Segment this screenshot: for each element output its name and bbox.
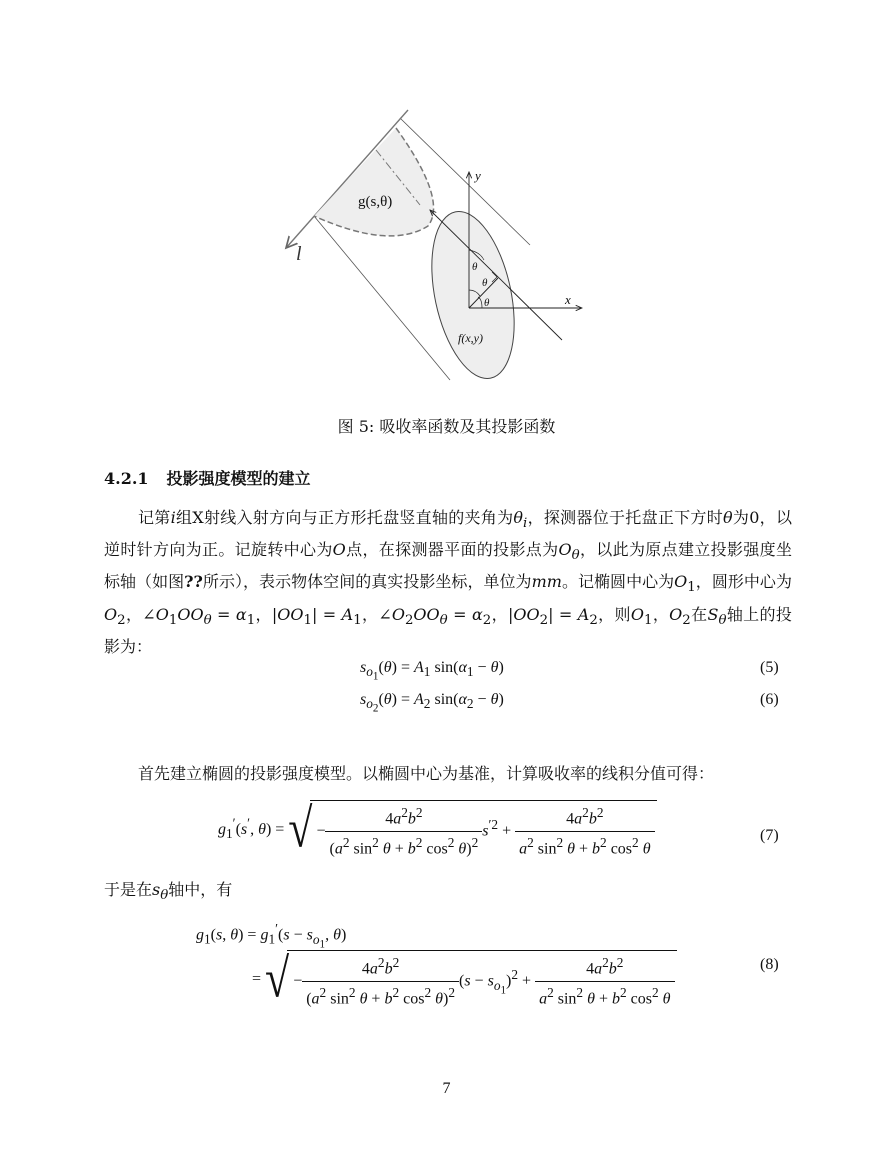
- g-label: g(s,θ): [358, 194, 393, 210]
- theta-label-2: θ: [482, 277, 488, 289]
- paragraph-1: 记第i组X射线入射方向与正方形托盘竖直轴的夹角为$\theta_i$，探测器位于托盘正下方时θ为0，以逆时针方向为正。记旋转中心为O点，在探测器平面的投影点为$O_\theta$，以此为原点建立投影强度坐标轴（如图??所示），表示物体空间的真实投影坐标，单位为mm。记椭圆中心为$O_1$，圆形中心为$O_2$，$\angle O_1OO_\theta = \alpha_1$，$|OO_1| = A_1$，$\angle O_2OO_\theta = \alpha_2$，$|OO_2| = A_2$，则$O_1$，$O_2$在$S_\theta$轴上的投影为：: [104, 508, 792, 656]
- projection-figure: [270, 100, 610, 390]
- theta-label-1: θ: [472, 261, 478, 273]
- section-heading: [104, 466, 311, 489]
- page-number: 7: [442, 1080, 451, 1097]
- equation-6-number: (6): [760, 691, 779, 708]
- f-label: f(x,y): [458, 331, 483, 345]
- equation-5-number: (5): [760, 659, 779, 676]
- l-label: l: [296, 243, 302, 265]
- y-label: y: [475, 168, 481, 183]
- ellipse-object: [418, 204, 528, 386]
- equation-6: $s_{o_2}(\theta) = A_2$ $\sin(\alpha_2 - \theta)$: [360, 691, 504, 715]
- figure-ref[interactable]: ??: [184, 572, 203, 592]
- equation-8-number: (8): [760, 956, 779, 973]
- section-number: 4.2.1: [104, 469, 149, 488]
- equation-8-line-1: $g_1(s$, $\theta) = g_1'(s - s_{o_1}$, θ): [196, 921, 347, 951]
- paragraph-3: 于是在$s_\theta$轴中，有: [104, 880, 233, 904]
- equation-7: $g_1'(s'$, θ) = √ − $\frac{4a^2b^2}{(a^2 \sin^2 \theta + b^2 \cos^2 \theta)^2}$ $s^{'2}$ + $\frac{4a^2b^2}{a^2 \sin^2 \theta + b^2 \cos^2 \theta}$: [218, 800, 657, 859]
- x-label: x: [565, 292, 571, 307]
- equation-7-number: (7): [760, 827, 779, 844]
- projection-fill: [314, 128, 434, 236]
- projection-diagram: [270, 100, 610, 390]
- equation-8-line-2: = √ − $\frac{4a^2b^2}{(a^2 \sin^2 \theta + b^2 \cos^2 \theta)^2}$ $(s - s_{o_1})^2$ + $\frac{4a^2b^2}{a^2 \sin^2 \theta + b^2 \cos^2 \theta}$: [252, 950, 677, 1009]
- projection-line-bottom: [314, 216, 450, 380]
- theta-label-3: θ: [484, 297, 490, 309]
- equation-5: $s_{o_1}(\theta) = A_1$ $\sin(\alpha_1 - \theta)$: [360, 659, 504, 683]
- figure-caption: 图 5: 吸收率函数及其投影函数: [337, 417, 556, 436]
- paragraph-2: 首先建立椭圆的投影强度模型。以椭圆中心为基准，计算吸收率的线积分值可得：: [138, 764, 715, 783]
- section-title: 投影强度模型的建立: [166, 469, 311, 488]
